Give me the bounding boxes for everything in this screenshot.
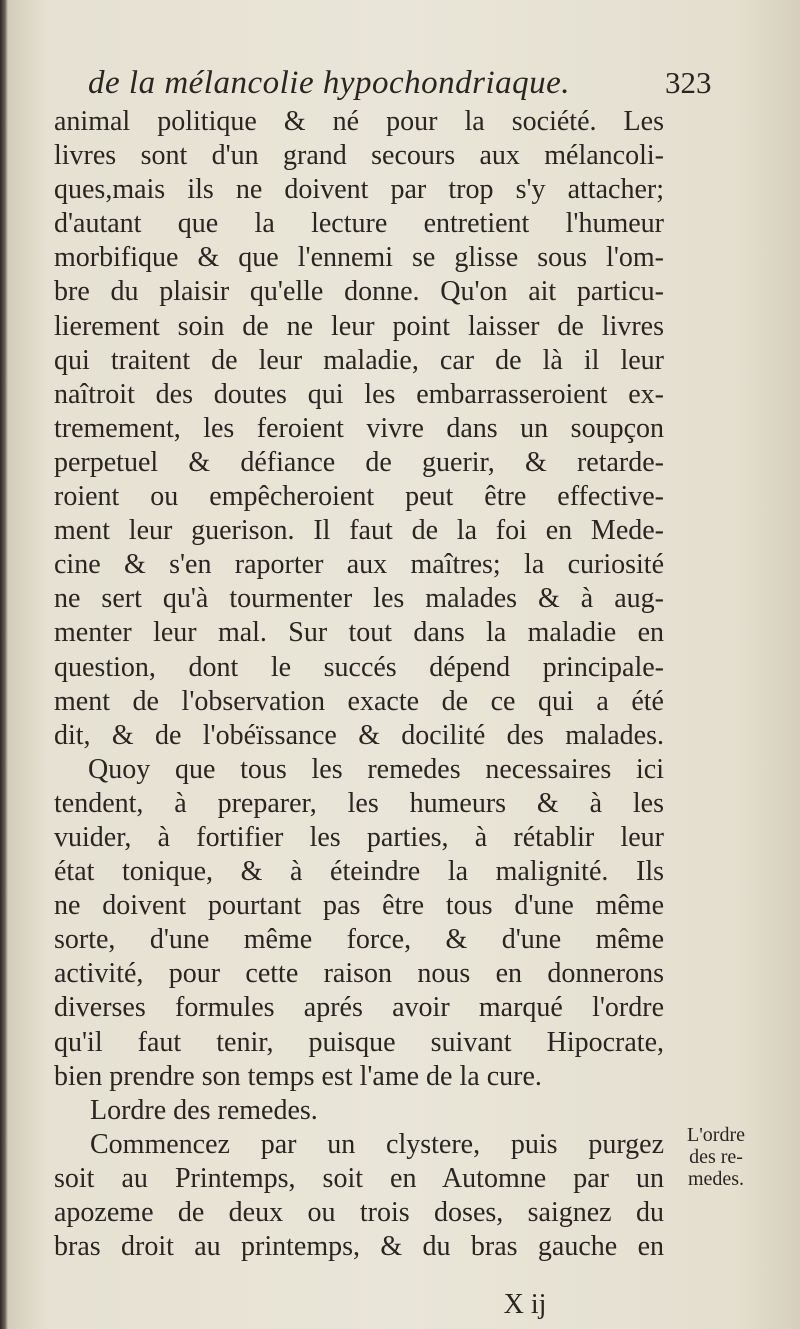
text-line: ques,mais ils ne doivent par trop s'y attacher; [54, 174, 664, 206]
text-line: menter leur mal. Sur tout dans la maladie en [54, 617, 664, 649]
page-number: 323 [665, 65, 712, 100]
signature-mark: X ij [503, 1289, 547, 1320]
text-line: ment leur guerison. Il faut de la foi en Mede- [54, 515, 664, 547]
text-line: animal politique & né pour la société. Les [54, 106, 664, 137]
text-line: soit au Printemps, soit en Automne par un [54, 1162, 664, 1194]
body-text [54, 105, 664, 1264]
marginal-note [666, 1124, 766, 1190]
text-line: tremement, les feroient vivre dans un soupçon [54, 412, 664, 444]
text-line: naîtroit des doutes qui les embarrasseroient ex- [54, 378, 664, 410]
marginal-note-line: L'ordre [686, 1124, 746, 1146]
text-line: cine & s'en raporter aux maîtres; la curiosité [54, 549, 664, 581]
text-line: activité, pour cette raison nous en donnerons [54, 958, 664, 990]
section-heading: Lordre des remedes. [90, 1094, 318, 1126]
running-title: de la mélancolie hypochondriaque. [88, 65, 571, 101]
text-line: qu'il faut tenir, puisque suivant Hipocrate, [54, 1026, 664, 1058]
text-line: qui traitent de leur maladie, car de là il leur [54, 344, 664, 376]
text-line: ne sert qu'à tourmenter les malades & à aug- [54, 583, 664, 615]
text-line: apozeme de deux ou trois doses, saignez du [54, 1197, 664, 1228]
text-line: état tonique, & à éteindre la malignité. Ils [54, 856, 664, 888]
text-line: perpetuel & défiance de guerir, & retarde- [54, 446, 664, 478]
text-line: dit, & de l'obéïssance & docilité des malades. [54, 719, 664, 751]
text-line: vuider, à fortifier les parties, à rétablir leur [54, 821, 664, 853]
marginal-note-line: des re- [689, 1146, 743, 1168]
text-line: Quoy que tous les remedes necessaires ici [88, 753, 664, 785]
text-line: diverses formules aprés avoir marqué l'ordre [54, 992, 664, 1024]
text-line: morbifique & que l'ennemi se glisse sous l'om- [54, 242, 664, 274]
text-line: bre du plaisir qu'elle donne. Qu'on ait particu- [54, 276, 664, 308]
page-gutter-shadow [0, 0, 8, 1329]
text-line: Commencez par un clystere, puis purgez [90, 1128, 664, 1160]
marginal-note-line: medes. [687, 1168, 745, 1190]
text-line: d'autant que la lecture entretient l'humeur [54, 208, 664, 240]
text-line: tendent, à preparer, les humeurs & à les [54, 787, 664, 819]
text-line: bras droit au printemps, & du bras gauche en [54, 1231, 664, 1263]
text-line: ment de l'observation exacte de ce qui a été [54, 685, 664, 717]
text-line: question, dont le succés dépend principale- [54, 651, 664, 683]
text-line: ne doivent pourtant pas être tous d'une même [54, 890, 664, 922]
text-line: sorte, d'une même force, & d'une même [54, 924, 664, 956]
text-line: roient ou empêcheroient peut être effective- [54, 481, 664, 513]
text-line: livres sont d'un grand secours aux mélancoli- [54, 140, 664, 172]
text-line: lierement soin de ne leur point laisser de livres [54, 310, 664, 342]
text-line: bien prendre son temps est l'ame de la cure. [54, 1060, 542, 1092]
